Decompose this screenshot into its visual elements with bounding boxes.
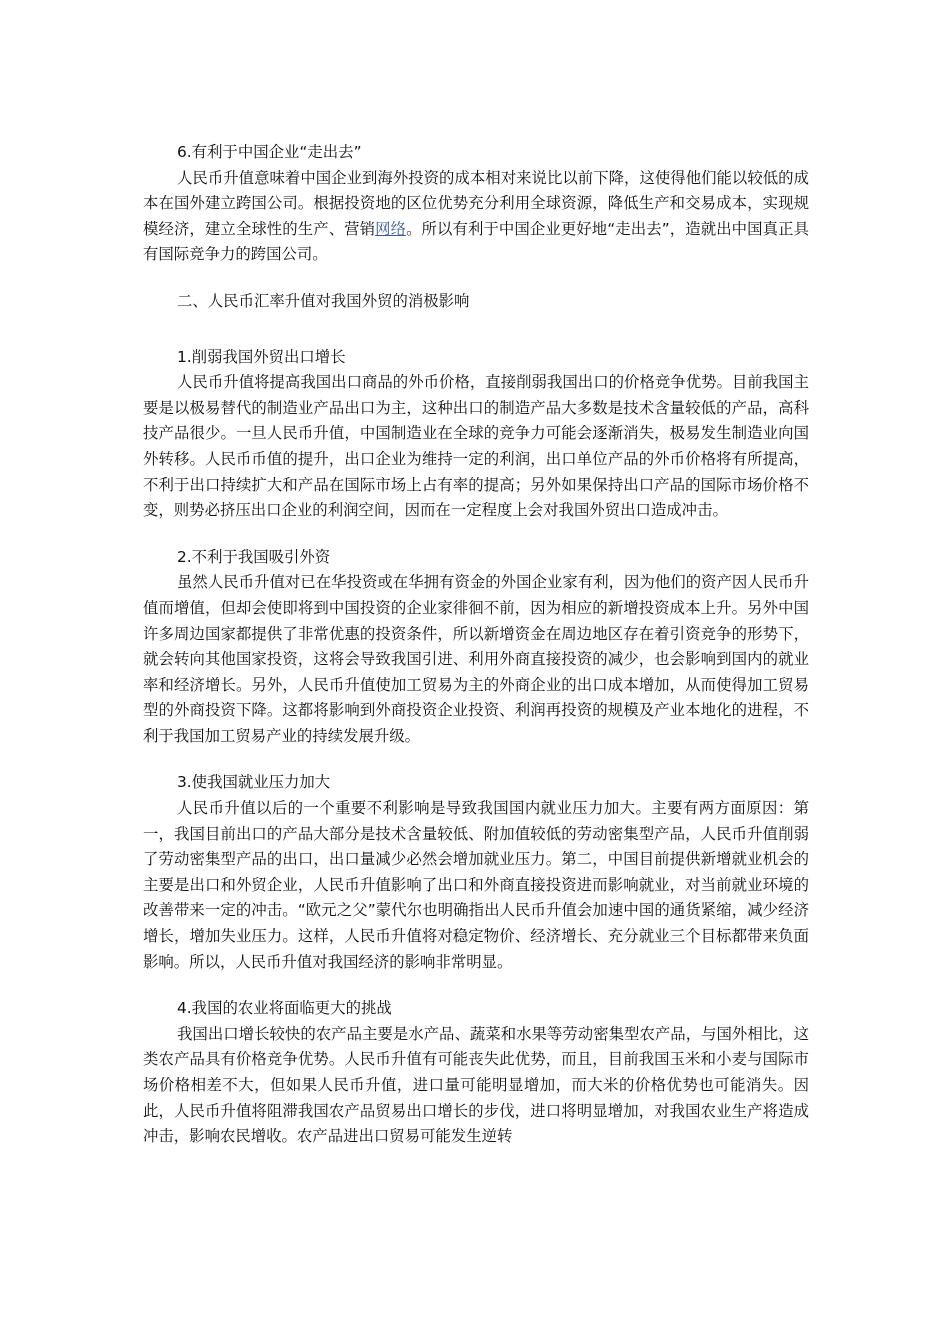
section-export-growth <box>143 345 809 524</box>
section-heading: 3.使我国就业压力加大 <box>177 773 331 792</box>
section-paragraph: 人民币升值以后的一个重要不利影响是导致我国国内就业压力加大。主要有两方面原因：第一，我国目前出口的产品大部分是技术含量较低、附加值较低的劳动密集型产品，人民币升值削弱了劳动密集型产品的出口，出口量减少必然会增加就业压力。第二，中国目前提供新增就业机会的主要是出口和外贸企业，人民币升值影响了出口和外商直接投资进而影响就业，对当前就业环境的改善带来一定的冲击。“欧元之父”蒙代尔也明确指出人民币升值会加速中国的通货紧缩，减少经济增长，增加失业压力。这样，人民币升值将对稳定物价、经济增长、充分就业三个目标都带来负面影响。所以，人民币升值对我国经济的影响非常明显。 <box>143 799 809 971</box>
section-paragraph <box>143 166 809 268</box>
section-paragraph: 我国出口增长较快的农产品主要是水产品、蔬菜和水果等劳动密集型农产品，与国外相比，这类农产品具有价格竞争优势。人民币升值有可能丧失此优势，而且，目前我国玉米和小麦与国际市场价格相差不大，但如果人民币升值，进口量可能明显增加，而大米的价格优势也可能消失。因此，人民币升值将阻滞我国农产品贸易出口增长的步伐，进口将明显增加，对我国农业生产将造成冲击，影响农民增收。农产品进出口贸易可能发生逆转 <box>143 1024 809 1146</box>
section-paragraph: 虽然人民币升值对已在华投资或在华拥有资金的外国企业家有利，因为他们的资产因人民币升值而增值，但却会使即将到中国投资的企业家徘徊不前，因为相应的新增投资成本上升。另外中国许多周边国家都提供了非常优惠的投资条件，所以新增资金在周边地区存在着引资竞争的形势下，就会转向其他国家投资，这将会导致我国引进、利用外商直接投资的减少，也会影响到国内的就业率和经济增长。另外，人民币升值使加工贸易为主的外商企业的出口成本增加，从而使得加工贸易型的外商投资下降。这都将影响到外商投资企业投资、利润再投资的规模及产业本地化的进程，不利于我国加工贸易产业的持续发展升级。 <box>143 573 809 745</box>
paragraph-text: 。所以有利于中国企业更好地“走出去”，造就出中国真正具有国际竞争力的跨国公司。 <box>143 219 809 264</box>
section-heading: 1.削弱我国外贸出口增长 <box>177 347 346 366</box>
section-foreign-investment <box>143 545 809 750</box>
section-agriculture <box>143 996 809 1150</box>
section-going-global <box>143 140 809 268</box>
network-link[interactable]: 网络 <box>375 219 407 238</box>
section-heading: 2.不利于我国吸引外资 <box>177 547 331 566</box>
document-page <box>143 140 809 1171</box>
section-heading: 6.有利于中国企业“走出去” <box>177 143 362 161</box>
section-heading: 4.我国的农业将面临更大的挑战 <box>177 999 392 1018</box>
section-employment <box>143 770 809 975</box>
paragraph-text: 人民币升值意味着中国企业到海外投资的成本相对来说比以前下降，这使得他们能以较低的成本在国外建立跨国公司。根据投资地的区位优势充分利用全球资源，降低生产和交易成本，实现规模经济，建立全球性的生产、营销 <box>143 168 809 238</box>
part-title: 二、人民币汇率升值对我国外贸的消极影响 <box>177 291 470 310</box>
section-paragraph: 人民币升值将提高我国出口商品的外币价格，直接削弱我国出口的价格竞争优势。目前我国主要是以极易替代的制造业产品出口为主，这种出口的制造产品大多数是技术含量较低的产品，高科技产品很少。一旦人民币升值，中国制造业在全球的竞争力可能会逐渐消失，极易发生制造业向国外转移。人民币币值的提升，出口企业为维持一定的利润，出口单位产品的外币价格将有所提高，不利于出口持续扩大和产品在国际市场上占有率的提高；另外如果保持出口产品的国际市场价格不变，则势必挤压出口企业的利润空间，因而在一定程度上会对我国外贸出口造成冲击。 <box>143 373 809 520</box>
